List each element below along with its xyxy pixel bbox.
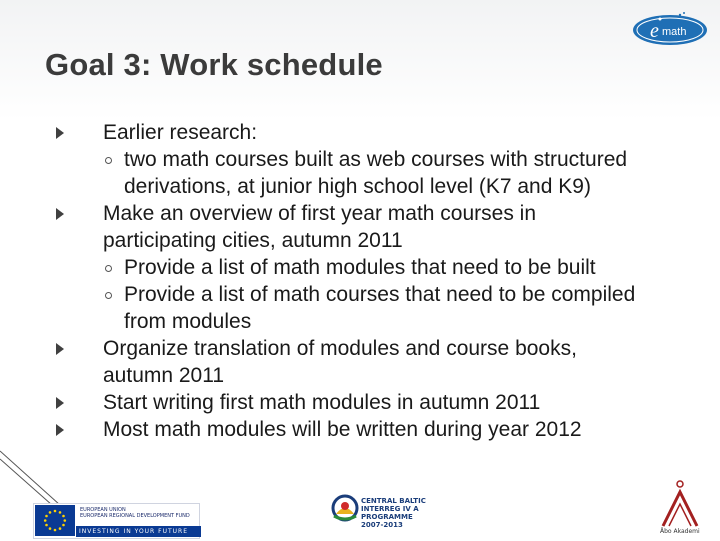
sub-bullet-item <box>56 281 706 335</box>
ring-bullet-icon <box>105 157 112 164</box>
cb-line3: PROGRAMME <box>361 513 413 521</box>
bullet-text: Start writing first math modules in autumn 2011 <box>103 391 541 414</box>
sub-bullet-text: Provide a list of math modules that need to be built <box>124 256 596 279</box>
bullet-item <box>56 335 706 389</box>
bullet-item <box>56 119 706 146</box>
triangle-bullet-icon <box>56 424 64 436</box>
decorative-corner-lines <box>0 445 80 505</box>
bullet-continuation: participating cities, autumn 2011 <box>103 229 403 252</box>
bullet-text: Make an overview of first year math courses in <box>103 202 537 225</box>
bullet-text: Earlier research: <box>103 121 258 144</box>
cb-line1: CENTRAL BALTIC <box>361 497 426 505</box>
bullet-item <box>56 416 706 443</box>
bullet-continuation: autumn 2011 <box>103 364 225 387</box>
bullet-list <box>56 119 706 443</box>
cb-line4: 2007-2013 <box>361 521 403 529</box>
triangle-bullet-icon <box>56 127 64 139</box>
cb-line2: INTERREG IV A <box>361 505 419 513</box>
sub-bullet-item <box>56 146 706 200</box>
bullet-item <box>56 200 706 254</box>
eu-logo-line1: EUROPEAN UNION <box>80 507 126 513</box>
emath-logo <box>620 10 710 48</box>
eu-logo <box>33 503 200 539</box>
sub-bullet-continuation: derivations, at junior high school level (K7 and K9) <box>124 175 591 198</box>
ring-bullet-icon <box>105 265 112 272</box>
slide-title: Goal 3: Work schedule <box>45 47 383 82</box>
sub-bullet-text: two math courses built as web courses with structured <box>124 148 628 171</box>
eu-logo-band: INVESTING IN YOUR FUTURE <box>76 526 201 537</box>
svg-text:e: e <box>650 20 659 42</box>
sub-bullet-continuation: from modules <box>124 310 252 333</box>
triangle-bullet-icon <box>56 208 64 220</box>
svg-text:math: math <box>662 26 687 38</box>
ring-bullet-icon <box>105 292 112 299</box>
eu-flag-icon <box>35 505 75 536</box>
eu-logo-text <box>80 507 190 519</box>
triangle-bullet-icon <box>56 343 64 355</box>
bullet-text: Organize translation of modules and course books, <box>103 337 577 360</box>
central-baltic-text <box>361 497 426 529</box>
eu-logo-line2: EUROPEAN REGIONAL DEVELOPMENT FUND <box>80 513 190 519</box>
bullet-item <box>56 389 706 416</box>
sub-bullet-text: Provide a list of math courses that need to be compiled <box>124 283 636 306</box>
triangle-bullet-icon <box>56 397 64 409</box>
sub-bullet-item <box>56 254 706 281</box>
bullet-text: Most math modules will be written during year 2012 <box>103 418 582 441</box>
abo-akademi-text: Åbo Akademi <box>660 528 700 535</box>
